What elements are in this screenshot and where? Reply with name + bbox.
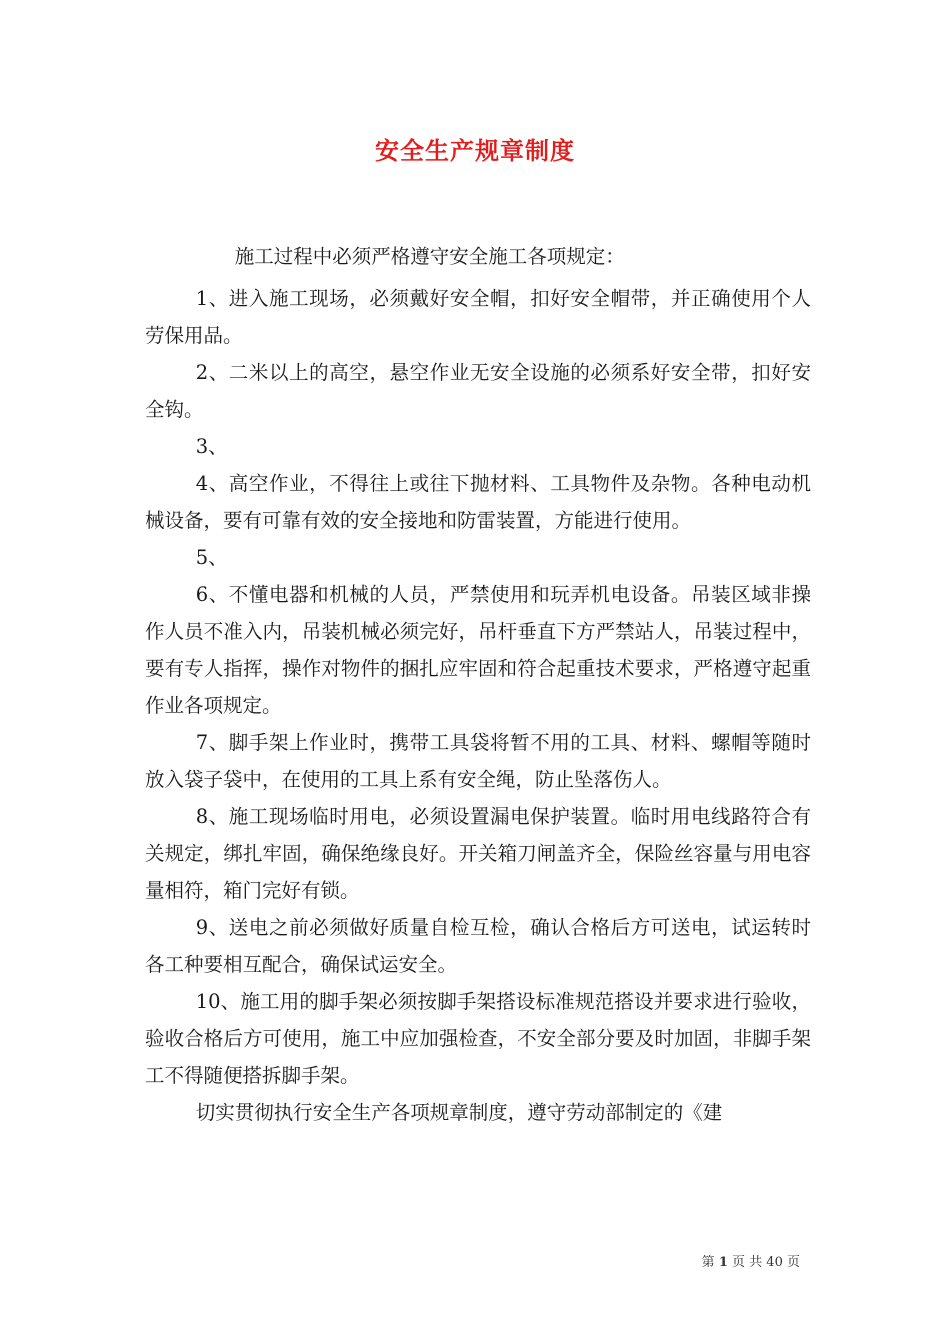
closing-paragraph: 切实贯彻执行安全生产各项规章制度，遵守劳动部制定的《建 <box>195 1101 723 1124</box>
rule-item-1: 1、进入施工现场，必须戴好安全帽，扣好安全帽带，并正确使用个人劳保用品。 <box>145 287 811 347</box>
footer-prefix: 第 <box>701 1255 715 1270</box>
rule-item-5: 5、 <box>195 546 228 569</box>
current-page-number: 1 <box>718 1255 728 1270</box>
rule-item-4: 4、高空作业，不得往上或往下抛材料、工具物件及杂物。各种电动机械设备，要有可靠有效的安全接地和防雷装置，方能进行使用。 <box>145 472 811 532</box>
rule-item-2: 2、二米以上的高空，悬空作业无安全设施的必须系好安全带，扣好安全钩。 <box>145 361 811 421</box>
rule-item-8: 8、施工现场临时用电，必须设置漏电保护装置。临时用电线路符合有关规定，绑扎牢固，确保绝缘良好。开关箱刀闸盖齐全，保险丝容量与用电容量相符，箱门完好有锁。 <box>145 805 811 902</box>
rule-item-3: 3、 <box>195 435 228 458</box>
rule-item-10: 10、施工用的脚手架必须按脚手架搭设标准规范搭设并要求进行验收，验收合格后方可使用，施工中应加强检查，不安全部分要及时加固，非脚手架工不得随便搭拆脚手架。 <box>145 990 811 1087</box>
intro-paragraph: 施工过程中必须严格遵守安全施工各项规定： <box>234 245 625 268</box>
total-page-count: 40 <box>766 1255 783 1270</box>
document-title: 安全生产规章制度 <box>375 136 575 165</box>
footer-middle: 页 共 <box>732 1255 763 1270</box>
rule-item-7: 7、脚手架上作业时，携带工具袋将暂不用的工具、材料、螺帽等随时放入袋子袋中，在使用的工具上系有安全绳，防止坠落伤人。 <box>145 731 811 791</box>
rule-item-6: 6、不懂电器和机械的人员，严禁使用和玩弄机电设备。吊装区域非操作人员不准入内，吊装机械必须完好，吊杆垂直下方严禁站人，吊装过程中，要有专人指挥，操作对物件的捆扎应牢固和符合起重技术要求，严格遵守起重作业各项规定。 <box>145 583 811 717</box>
rule-item-9: 9、送电之前必须做好质量自检互检，确认合格后方可送电，试运转时各工种要相互配合，确保试运安全。 <box>145 916 811 976</box>
page-footer <box>702 1251 800 1270</box>
footer-suffix: 页 <box>786 1255 800 1270</box>
document-body <box>145 238 811 1131</box>
